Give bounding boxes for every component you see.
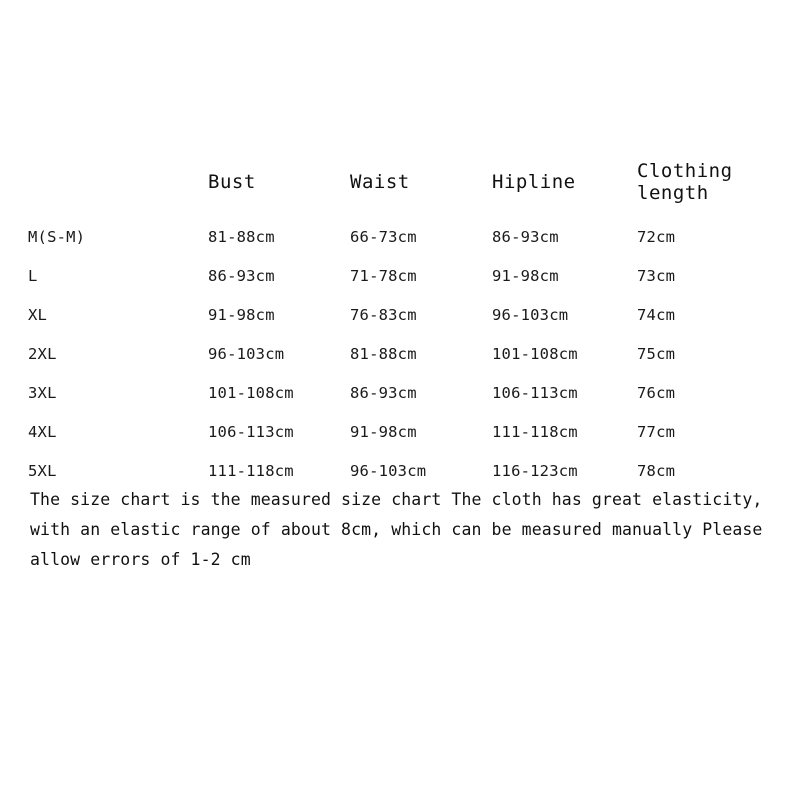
cell-hipline: 101-108cm: [492, 345, 578, 363]
cell-clothing-length: 78cm: [637, 462, 676, 480]
cell-bust: 86-93cm: [208, 267, 275, 285]
cell-hipline: 91-98cm: [492, 267, 559, 285]
cell-bust: 96-103cm: [208, 345, 285, 363]
cell-bust: 111-118cm: [208, 462, 294, 480]
table-header-row: [28, 160, 780, 218]
cell-waist: 81-88cm: [350, 345, 417, 363]
table-row: [28, 296, 780, 335]
cell-size: L: [28, 267, 38, 285]
column-header-clothing-length: Clothing length: [637, 160, 733, 204]
cell-hipline: 86-93cm: [492, 228, 559, 246]
cell-hipline: 96-103cm: [492, 306, 569, 324]
table-header: [28, 160, 780, 218]
cell-clothing-length: 75cm: [637, 345, 676, 363]
cell-size: 2XL: [28, 345, 57, 363]
cell-size: 4XL: [28, 423, 57, 441]
table-row: [28, 335, 780, 374]
cell-waist: 91-98cm: [350, 423, 417, 441]
cell-waist: 86-93cm: [350, 384, 417, 402]
cell-bust: 106-113cm: [208, 423, 294, 441]
size-chart-table: [28, 160, 780, 491]
measurement-note: The size chart is the measured size chart The cloth has great elasticity, with an elastic range of about 8cm, which can be measured manually Please allow errors of 1-2 cm: [30, 490, 763, 569]
table-row: [28, 257, 780, 296]
table-row: [28, 413, 780, 452]
cell-bust: 101-108cm: [208, 384, 294, 402]
column-header-size: [28, 160, 208, 218]
cell-waist: 66-73cm: [350, 228, 417, 246]
table-row: [28, 374, 780, 413]
cell-hipline: 116-123cm: [492, 462, 578, 480]
cell-clothing-length: 73cm: [637, 267, 676, 285]
cell-size: 5XL: [28, 462, 57, 480]
cell-clothing-length: 72cm: [637, 228, 676, 246]
cell-bust: 81-88cm: [208, 228, 275, 246]
table-body: [28, 218, 780, 491]
cell-clothing-length: 74cm: [637, 306, 676, 324]
cell-clothing-length: 77cm: [637, 423, 676, 441]
cell-hipline: 106-113cm: [492, 384, 578, 402]
cell-waist: 76-83cm: [350, 306, 417, 324]
table-row: [28, 218, 780, 257]
column-header-bust: Bust: [208, 171, 256, 193]
cell-waist: 71-78cm: [350, 267, 417, 285]
cell-size: XL: [28, 306, 48, 324]
cell-bust: 91-98cm: [208, 306, 275, 324]
cell-size: 3XL: [28, 384, 57, 402]
column-header-waist: Waist: [350, 171, 410, 193]
cell-hipline: 111-118cm: [492, 423, 578, 441]
column-header-hipline: Hipline: [492, 171, 576, 193]
cell-size: M(S-M): [28, 228, 86, 246]
cell-clothing-length: 76cm: [637, 384, 676, 402]
cell-waist: 96-103cm: [350, 462, 427, 480]
